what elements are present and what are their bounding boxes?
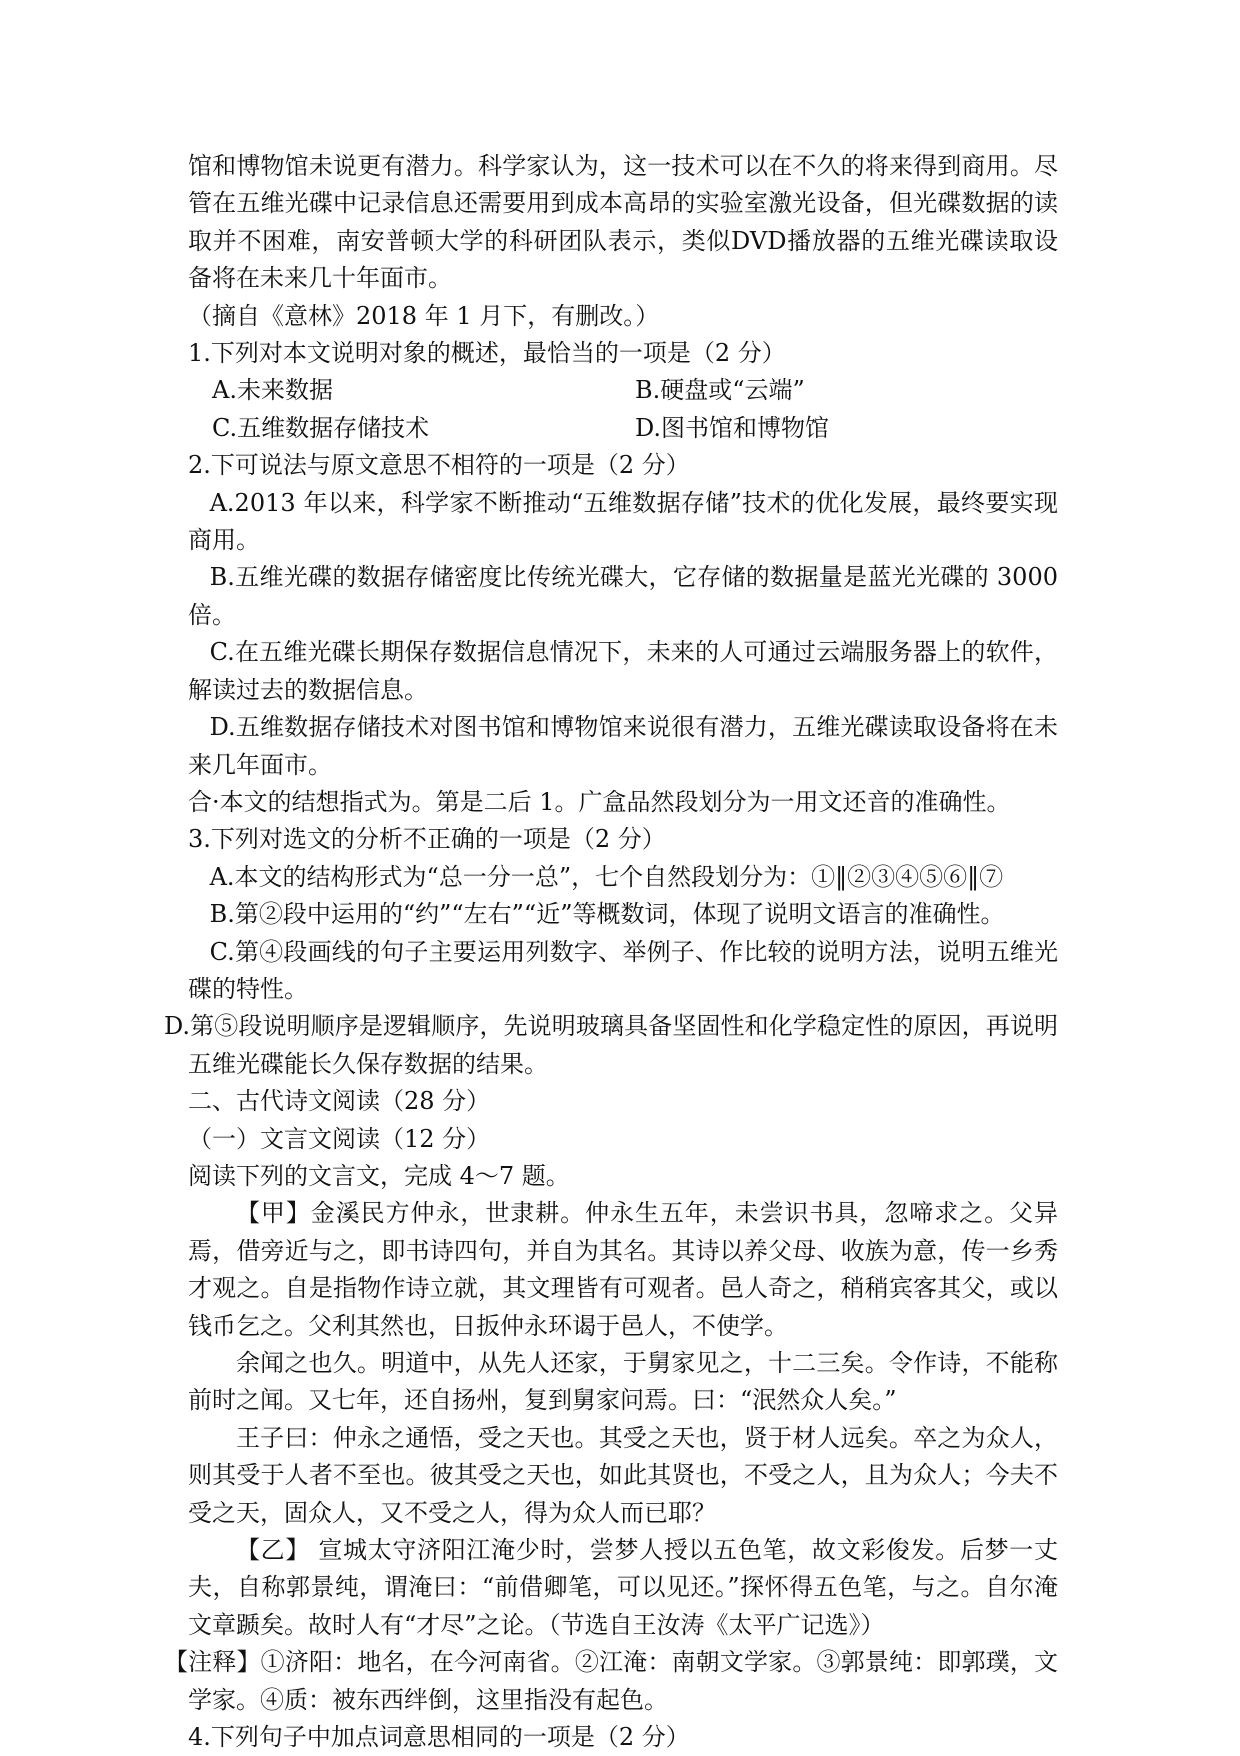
q2-option-b: B.五维光碟的数据存储密度比传统光碟大，它存储的数据量是蓝光光碟的 3000 倍。 — [188, 563, 1058, 629]
question-3-stem: 3.下列对选文的分析不正确的一项是（2 分） — [188, 825, 666, 854]
question-2-stem: 2.下可说法与原文意思不相符的一项是（2 分） — [188, 451, 690, 480]
classical-text-jia-2: 余闻之也久。明道中，从先人还家，于舅家见之，十二三矣。令作诗，不能称前时之闻。又七年，还自扬州，复到舅家问焉。曰：“泯然众人矣。” — [188, 1349, 1058, 1415]
question-1-stem: 1.下列对本文说明对象的概述，最恰当的一项是（2 分） — [188, 339, 786, 368]
section-2-title: 二、古代诗文阅读（28 分） — [188, 1087, 491, 1116]
q1-option-c: C.五维数据存储技术 — [212, 413, 430, 442]
question-4-stem: 4.下列句子中加点词意思相同的一项是（2 分） — [188, 1723, 690, 1752]
classical-text-yi: 【乙】 宣城太守济阳江淹少时，尝梦人授以五色笔，故文彩俊发。后梦一丈夫，自称郭景纯，谓淹曰：“前借卿笔，可以见还。”探怀得五色笔，与之。自尔淹文章踬矣。故时人有“才尽”之论。（节选自王汝涛《太平广记选》） — [188, 1536, 1058, 1639]
page-content — [164, 148, 1058, 1756]
q1-option-d: D.图书馆和博物馆 — [635, 413, 830, 442]
classical-text-jia-1: 【甲】金溪民方仲永，世隶耕。仲永生五年，未尝识书具，忽啼求之。父异焉，借旁近与之，即书诗四句，并自为其名。其诗以养父母、收族为意，传一乡秀才观之。自是指物作诗立就，其文理皆有可观者。邑人奇之，稍稍宾客其父，或以钱币乞之。父利其然也，日扳仲永环谒于邑人，不使学。 — [188, 1199, 1058, 1340]
q1-option-b: B.硬盘或“云端” — [635, 376, 805, 405]
q3-option-b: B.第②段中运用的“约”“左右”“近”等概数词，体现了说明文语言的准确性。 — [209, 900, 1005, 929]
q3-option-d: D.第⑤段说明顺序是逻辑顺序，先说明玻璃具备坚固性和化学稳定性的原因，再说明五维光碟能长久保存数据的结果。 — [164, 1012, 1058, 1078]
question-1-options-row-1 — [188, 372, 1058, 409]
question-1-options-row-2 — [188, 410, 1058, 447]
stray-text-line: 合·本文的结想指式为。第是二后 1。广盒品然段划分为一用文还音的准确性。 — [188, 787, 1011, 816]
reading-instruction: 阅读下列的文言文，完成 4～7 题。 — [188, 1161, 570, 1190]
source-note: （摘自《意林》2018 年 1 月下，有删改。） — [188, 301, 660, 330]
q2-option-c: C.在五维光碟长期保存数据信息情况下，未来的人可通过云端服务器上的软件，解读过去的数据信息。 — [188, 638, 1058, 704]
q3-option-a: A.本文的结构形式为“总一分一总”，七个自然段划分为：①‖②③④⑤⑥‖⑦ — [209, 862, 1004, 891]
q3-option-c: C.第④段画线的句子主要运用列数字、举例子、作比较的说明方法，说明五维光碟的特性。 — [188, 937, 1058, 1003]
passage-paragraph: 馆和博物馆未说更有潜力。科学家认为，这一技术可以在不久的将来得到商用。尽管在五维光碟中记录信息还需要用到成本高昂的实验室激光设备，但光碟数据的读取并不困难，南安普顿大学的科研团队表示，类似DVD播放器的五维光碟读取设备将在未来几十年面市。 — [188, 152, 1058, 293]
classical-text-jia-3: 王子曰：仲永之通悟，受之天也。其受之天也，贤于材人远矣。卒之为众人，则其受于人者不至也。彼其受之天也，如此其贤也，不受之人，且为众人；今夫不受之天，固众人，又不受之人，得为众人而已耶？ — [188, 1423, 1058, 1527]
q2-option-a: A.2013 年以来，科学家不断推动“五维数据存储”技术的优化发展，最终要实现商用。 — [188, 488, 1058, 555]
q2-option-d: D.五维数据存储技术对图书馆和博物馆来说很有潜力，五维光碟读取设备将在未来几年面市。 — [188, 713, 1058, 779]
section-2-subtitle: （一）文言文阅读（12 分） — [188, 1124, 491, 1153]
annotation-note: 【注释】①济阳：地名，在今河南省。②江淹：南朝文学家。③郭景纯：即郭璞，文学家。④质：被东西绊倒，这里指没有起色。 — [164, 1648, 1058, 1714]
q1-option-a: A.未来数据 — [212, 376, 333, 405]
